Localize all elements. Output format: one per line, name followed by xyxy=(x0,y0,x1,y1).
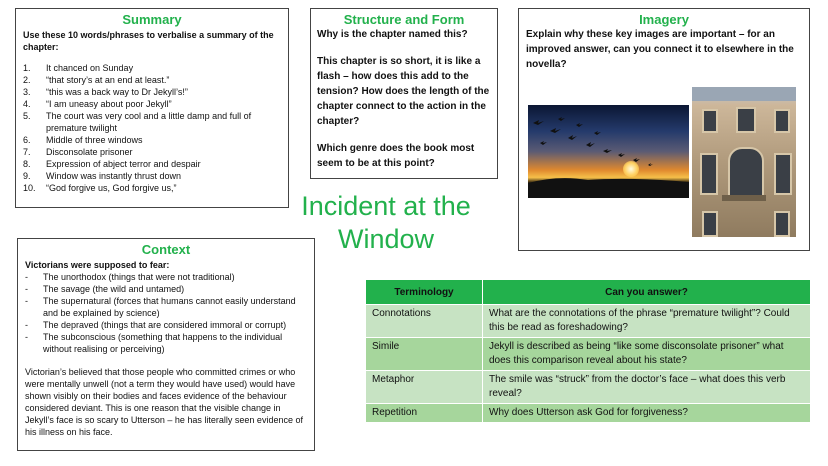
structure-box xyxy=(310,8,498,179)
summary-list xyxy=(23,62,281,194)
question-cell: What are the connotations of the phrase “premature twilight”? Could this be read as foreshadowing? xyxy=(483,305,811,338)
building-window-image xyxy=(692,87,796,237)
list-item: 10. “God forgive us, God forgive us,” xyxy=(23,183,177,193)
structure-question-3: Which genre does the book most seem to be at this point? xyxy=(317,143,475,169)
header-terminology: Terminology xyxy=(366,280,483,305)
list-item: 5. The court was very cool and a little damp and full of premature twilight xyxy=(23,111,252,133)
imagery-text: Explain why these key images are important – for an improved answer, can you connect it to elsewhere in the novella? xyxy=(526,29,794,70)
structure-heading: Structure and Form xyxy=(343,12,465,27)
term-cell: Metaphor xyxy=(366,371,483,404)
summary-box xyxy=(15,8,289,208)
birds-silhouette xyxy=(528,105,689,198)
header-can-you-answer: Can you answer? xyxy=(483,280,811,305)
context-box xyxy=(17,238,315,451)
context-list xyxy=(25,271,307,355)
terminology-table xyxy=(365,279,811,423)
context-intro: Victorians were supposed to fear: xyxy=(25,260,170,270)
question-cell: The smile was “struck” from the doctor’s face – what does this verb reveal? xyxy=(483,371,811,404)
window xyxy=(700,153,718,195)
window xyxy=(774,153,792,195)
term-cell: Simile xyxy=(366,338,483,371)
term-cell: Connotations xyxy=(366,305,483,338)
window xyxy=(736,107,756,133)
list-item: - The subconscious (something that happens to the individual without realising or perceiving) xyxy=(25,332,283,354)
table-row xyxy=(366,404,811,423)
list-item: 9. Window was instantly thrust down xyxy=(23,171,182,181)
question-cell: Jekyll is described as being “like some disconsolate prisoner” what does this comparison reveal about his state? xyxy=(483,338,811,371)
window xyxy=(774,211,790,237)
list-item: 3. “this was a back way to Dr Jekyll’s!” xyxy=(23,87,188,97)
imagery-box xyxy=(518,8,810,251)
context-paragraph: Victorian’s believed that those people who committed crimes or who were mentally unwell (not a term they would have used) would have shown visibly on their bodies and faces evidence of the behaviour considered deviant. This is one reason that the visible change in Jekyll’s face is so scary to Utterson – he has literally seen evidence of his illness on his face. xyxy=(25,367,303,437)
structure-question-2: This chapter is so short, it is like a flash – how does this add to the tension? How does the length of the chapter connect to the action in the chapter? xyxy=(317,56,490,127)
window xyxy=(774,109,790,133)
list-item: 6. Middle of three windows xyxy=(23,135,143,145)
context-heading: Context xyxy=(141,242,191,257)
list-item: - The savage (the wild and untamed) xyxy=(25,284,185,294)
list-item: 4. “I am uneasy about poor Jekyll” xyxy=(23,99,172,109)
summary-heading: Summary xyxy=(122,12,182,27)
sunset-birds-image xyxy=(528,105,689,198)
list-item: 8. Expression of abject terror and despair xyxy=(23,159,201,169)
list-item: 7. Disconsolate prisoner xyxy=(23,147,133,157)
term-cell: Repetition xyxy=(366,404,483,423)
question-cell: Why does Utterson ask God for forgiveness? xyxy=(483,404,811,423)
window xyxy=(702,109,718,133)
list-item: - The depraved (things that are considered immoral or corrupt) xyxy=(25,320,287,330)
list-item: 2. “that story’s at an end at least.” xyxy=(23,75,170,85)
summary-intro: Use these 10 words/phrases to verbalise a summary of the chapter: xyxy=(23,30,274,52)
structure-question-1: Why is the chapter named this? xyxy=(317,29,468,40)
list-item: - The supernatural (forces that humans cannot easily understand and be explained by science) xyxy=(25,296,296,318)
table-header-row xyxy=(366,280,811,305)
table-row xyxy=(366,338,811,371)
imagery-heading: Imagery xyxy=(639,12,689,27)
list-item: - The unorthodox (things that were not traditional) xyxy=(25,272,235,282)
page-title: Incident at the Window xyxy=(301,191,471,254)
middle-window xyxy=(728,147,764,199)
table-row xyxy=(366,305,811,338)
window xyxy=(702,211,718,237)
list-item: 1. It chanced on Sunday xyxy=(23,63,134,73)
table-row xyxy=(366,371,811,404)
